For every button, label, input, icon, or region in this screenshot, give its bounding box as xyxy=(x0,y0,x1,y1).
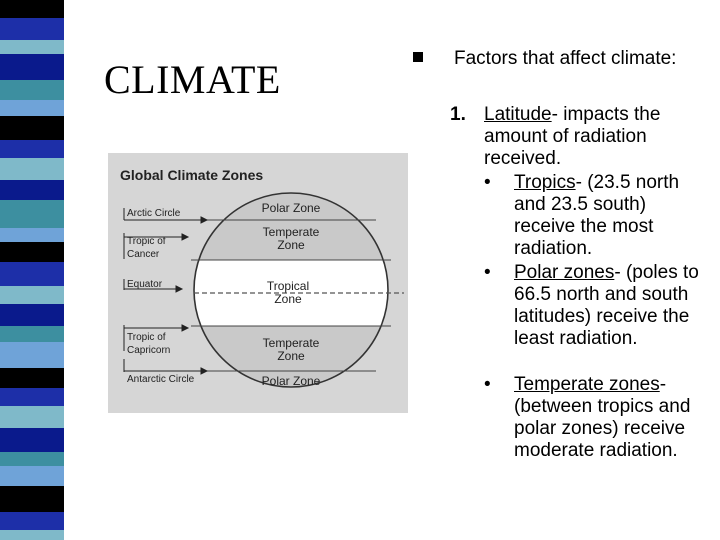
stripe-block xyxy=(0,326,64,342)
zone-temperate-north-2: Zone xyxy=(277,238,305,252)
climate-zones-diagram xyxy=(108,153,408,413)
stripe-block xyxy=(0,180,64,200)
stripe-block xyxy=(0,486,64,512)
zone-temperate-north-1: Temperate xyxy=(262,225,320,239)
stripe-block xyxy=(0,100,64,116)
square-bullet-icon xyxy=(413,52,423,62)
figure-title: Global Climate Zones xyxy=(120,167,264,183)
stripe-block xyxy=(0,116,64,140)
stripe-block xyxy=(0,80,64,100)
term-tropics: Tropics xyxy=(514,172,576,193)
term-latitude: Latitude xyxy=(484,104,552,125)
zone-temperate-south-2: Zone xyxy=(277,349,305,363)
latitude-text: - impacts the amount of radiation received. xyxy=(484,104,661,169)
stripe-block xyxy=(0,406,64,428)
bullet-heading: Factors that affect climate: xyxy=(454,48,677,69)
label-tropic-cancer-2: Cancer xyxy=(127,249,160,260)
sub-bullet-2: • xyxy=(484,262,491,283)
stripe-block xyxy=(0,262,64,286)
label-arctic-circle: Arctic Circle xyxy=(127,208,181,219)
label-antarctic-circle: Antarctic Circle xyxy=(127,374,195,385)
zone-polar-south: Polar Zone xyxy=(261,374,321,388)
term-temperate-zones: Temperate zones xyxy=(514,374,660,395)
subitem-polar xyxy=(514,262,699,350)
temperate-text: - (between tropics and polar zones) receive moderate radiation. xyxy=(514,374,691,461)
stripe-block xyxy=(0,158,64,180)
stripe-block xyxy=(0,452,64,466)
sub-bullet-3: • xyxy=(484,374,491,395)
stripe-block xyxy=(0,286,64,304)
sub-bullet-1: • xyxy=(484,172,491,193)
tropics-text: - (23.5 north and 23.5 south) receive the most radiation. xyxy=(514,172,680,259)
zone-polar-north: Polar Zone xyxy=(261,201,321,215)
slide-title: CLIMATE xyxy=(104,57,281,102)
term-polar-zones: Polar zones xyxy=(514,262,615,283)
decorative-stripe xyxy=(0,0,64,540)
stripe-block xyxy=(0,242,64,262)
item-latitude xyxy=(484,104,694,170)
subitem-temperate xyxy=(514,374,699,462)
label-equator: Equator xyxy=(127,279,163,290)
label-tropic-cancer-1: Tropic of xyxy=(127,236,166,247)
climate-zones-figure xyxy=(108,153,408,413)
subitem-tropics xyxy=(514,172,699,260)
stripe-block xyxy=(0,368,64,388)
stripe-block xyxy=(0,18,64,40)
item-number: 1. xyxy=(450,104,466,125)
stripe-block xyxy=(0,200,64,228)
label-tropic-capricorn-1: Tropic of xyxy=(127,332,166,343)
polar-text: - (poles to 66.5 north and south latitudes) receive the least radiation. xyxy=(514,262,699,349)
stripe-block xyxy=(0,342,64,368)
stripe-block xyxy=(0,140,64,158)
stripe-block xyxy=(0,428,64,452)
zone-tropical-1: Tropical xyxy=(266,279,310,293)
label-tropic-capricorn-2: Capricorn xyxy=(127,345,171,356)
stripe-block xyxy=(0,388,64,406)
stripe-block xyxy=(0,466,64,486)
zone-tropical-2: Zone xyxy=(274,292,302,306)
stripe-block xyxy=(0,304,64,326)
stripe-block xyxy=(0,54,64,80)
stripe-block xyxy=(0,530,64,540)
stripe-block xyxy=(0,512,64,530)
stripe-block xyxy=(0,228,64,242)
stripe-block xyxy=(0,0,64,18)
stripe-block xyxy=(0,40,64,54)
zone-temperate-south-1: Temperate xyxy=(262,336,320,350)
